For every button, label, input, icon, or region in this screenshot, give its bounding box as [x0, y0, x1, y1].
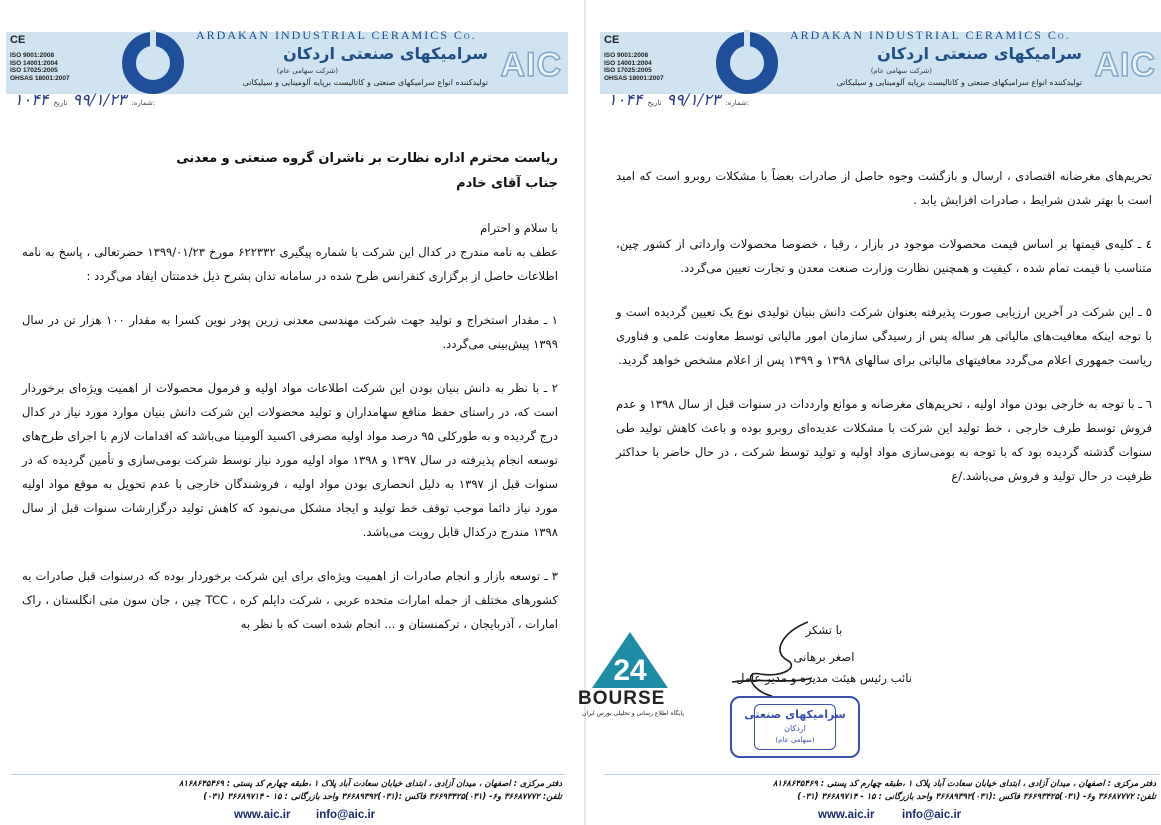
item-6: ٦ ـ با توجه به خارجی بودن مواد اولیه ، تحریم‌های مغرضانه و موانع وارددات در سنوات قبل از سال ۱۳۹۸ و عدم فروش توسط طرف خارجی ، خط تولید این شرکت با مشکلات عدیده‌ای روبرو بوده و باعث کاهش تولید طی سنوات گذشته گردیده بود که با توجه به بومی‌سازی مواد اولیه و تولید توسط شرکت ، در حال حاضر با حداکثر ظرفیت در حال تولید و فروش می‌باشد./ع: [616, 397, 1152, 483]
email-link[interactable]: info@aic.ir: [902, 809, 962, 821]
address-line: دفتر مرکزی : اصفهان ، میدان آزادی ، ابتدای خیابان سعادت آباد پلاک ۱ ،طبقه چهارم کد پستی : ۸۱۶۸۶۴۵۴۶۹: [178, 778, 562, 788]
company-name-en: ARDAKAN INDUSTRIAL CERAMICS Co.: [790, 28, 1071, 42]
stamp-line-2: اردکان: [784, 724, 806, 733]
company-type: (شرکت سهامی عام): [276, 67, 338, 75]
company-name-fa: سرامیکهای صنعتی اردکان: [283, 44, 488, 63]
company-type: (شرکت سهامی عام): [870, 67, 932, 75]
footer-address: [70, 777, 562, 803]
cert-item: OHSAS 18001:2007: [10, 74, 70, 82]
bourse-name: BOURSE: [578, 688, 666, 709]
company-stamp: [730, 696, 860, 758]
email-link[interactable]: info@aic.ir: [316, 809, 376, 821]
cert-item: ISO 17025:2005: [10, 67, 58, 75]
date-label: تاریخ:: [647, 99, 750, 107]
letter-number: ۱۰۴۴: [14, 90, 49, 109]
company-logo-icon: [714, 30, 780, 96]
brand-logo: AIC: [500, 46, 562, 84]
greeting: با سلام و احترام: [480, 221, 558, 235]
cert-item: ISO 14001:2004: [10, 59, 58, 67]
letter-page-1: [0, 0, 568, 825]
letter-date: ۹۹/۱/۲۳: [72, 90, 127, 109]
company-logo-icon: [120, 30, 186, 96]
stamp-line-3: (سهامی عام): [775, 736, 815, 744]
item-3: ۳ ـ توسعه بازار و انجام صادرات از اهمیت ویژه‌ای برای این شرکت برخوردار بوده که درسنوات قبل صادرات به کشورهای مختلف از جمله امارات متحده عربی ، شرکت دایلم کره ، TCC چین ، جان سون متی انگلستان ، راک امارات ، آذربایجان ، ترکمنستان و ... انجام شده است که با نظر به: [22, 569, 558, 631]
letterhead: [6, 28, 568, 94]
date-label: تاریخ:: [53, 99, 156, 107]
website-link[interactable]: www.aic.ir: [818, 809, 875, 821]
letter-body-1: [22, 146, 558, 636]
footer-address: [664, 777, 1156, 803]
cert-item: ISO 9001:2008: [10, 52, 55, 59]
item-5: ٥ ـ این شرکت در آخرین ارزیابی صورت پذیرفته بعنوان شرکت دانش بنیان تولیدی نوع یک تعیین گردیده است و با توجه اینکه معافیت‌های مالیاتی هر ساله پس از رسیدگی سازمان امور مالیاتی توسط معاونت علمی و فناوری ریاست جمهوری اعلام می‌گردد معافیتهای مالیاتی برای سالهای ۱۳۹۸ و ۱۳۹۹ پس از اعلام مشخص خواهد گردید.: [616, 305, 1152, 367]
cert-item: ISO 14001:2004: [604, 59, 652, 67]
continuation-paragraph: تحریم‌های مغرضانه اقتصادی ، ارسال و بازگشت وجوه حاصل از صادرات بعضاً با مشکلات روبرو است که امید است با بهتر شدن شرایط ، صادرات افزایش یابد .: [616, 169, 1152, 207]
signer-title: نائب رئیس هیئت مدیره و مدیر عامل: [735, 671, 913, 685]
certifications: [10, 34, 78, 82]
intro-paragraph: عطف به نامه مندرج در کدال این شرکت با شماره پیگیری ۶۲۲۳۳۲ مورخ ۱۳۹۹/۰۱/۲۳ حضرتعالی ، پاسخ به نامه اطلاعات حاصل از برگزاری کنفرانس طرح شده در سامانه تدان بشرح ذیل خدمتتان ایفاد می‌گردد :: [22, 245, 559, 283]
ce-mark: CE: [10, 34, 26, 46]
letter-number: ۱۰۴۴: [608, 90, 643, 109]
footer: [604, 774, 1160, 825]
recipient-line: ریاست محترم اداره نظارت بر ناشران گروه صنعتی و معدنی: [176, 151, 558, 166]
item-1: ۱ ـ مقدار استخراج و تولید جهت شرکت مهندسی معدنی زرین پودر نوین کسرا به مقدار ۱۰۰ هزار تن در سال ۱۳۹۹ پیش‌بینی می‌گردد.: [22, 313, 559, 351]
ce-mark: CE: [604, 34, 620, 46]
number-label: شماره:: [725, 99, 747, 107]
cert-item: OHSAS 18001:2007: [604, 74, 664, 82]
company-description: تولیدکننده انواع سرامیکهای صنعتی و کاتالیست برپایه آلومینایی و سیلیکاتی: [242, 78, 488, 87]
address-line: دفتر مرکزی : اصفهان ، میدان آزادی ، ابتدای خیابان سعادت آباد پلاک ۱ ،طبقه چهارم کد پستی : ۸۱۶۸۶۴۵۴۶۹: [772, 778, 1156, 788]
company-name-fa: سرامیکهای صنعتی اردکان: [877, 44, 1082, 63]
number-label: شماره:: [131, 99, 153, 107]
date-number-line: [14, 90, 155, 109]
letter-date: ۹۹/۱/۲۳: [666, 90, 721, 109]
bourse24-logo-icon: [572, 630, 690, 690]
item-2: ۲ ـ با نظر به دانش بنیان بودن این شرکت اطلاعات مواد اولیه و فرمول محصولات از اهمیت ویژه‌ای برخوردار است که، در راستای حفظ منافع سهامداران و تولید محصولات این شرکت دانش بنیان موارد مورد نیاز در کدال درج گردیده و به طورکلی ۹۵ درصد مواد اولیه مصرفی اکسید آلومینا می‌باشد که اقدامات لازم با اجرای طرح‌های توسعه انجام پذیرفته در سال ۱۳۹۷ و ۱۳۹۸ مواد اولیه مورد نیاز توسط شرکت بومی‌سازی و تأمین گردیده که در سنوات قبل از ۱۳۹۷ به دلیل انحصاری بودن مواد اولیه ، فروشندگان خارجی با عدم تحویل به موقع مواد اولیه مورد نیاز دائما موجب توقف خط تولید و ایجاد مشکل می‌نمود که کاهش تولید درگزارشات سنوات قبل از سال ۱۳۹۸ مندرج درکدال قابل رویت می‌باشد.: [22, 381, 558, 539]
brand-logo: AIC: [1094, 46, 1156, 84]
website-link[interactable]: www.aic.ir: [234, 809, 291, 821]
bourse-number: 24: [613, 654, 647, 687]
phone-line: تلفن: ۳۶۶۸۷۷۷۲ و۶- (۰۳۱)۳۶۶۹۳۴۲۵ فاکس :(۰۳۱)۳۶۶۸۹۳۹۲ واحد بازرگانی : ۱۵ - ۳۶۶۸۹۷۱۴ (۰۳۱): [203, 791, 562, 801]
closing: با تشکر: [805, 623, 843, 637]
letterhead: [600, 28, 1161, 94]
certifications: [604, 34, 672, 82]
phone-line: تلفن: ۳۶۶۸۷۷۷۲ و۶- (۰۳۱)۳۶۶۹۳۴۲۵ فاکس :(۰۳۱)۳۶۶۸۹۳۹۲ واحد بازرگانی : ۱۵ - ۳۶۶۸۹۷۱۴ (۰۳۱): [797, 791, 1156, 801]
item-4: ٤ ـ کلیه‌ی قیمتها بر اساس قیمت محصولات موجود در بازار ، رقبا ، خصوصا محصولات وارداتی از کشور چین، متناسب با قیمت تمام شده ، کیفیت و همچنین نظارت وزارت صنعت معدن و تجارت تعیین می‌گردد.: [616, 237, 1152, 275]
bourse-tagline: پایگاه اطلاع رسانی و تحلیلی بورس ایران: [582, 710, 684, 717]
footer: [10, 774, 566, 825]
cert-item: ISO 9001:2008: [604, 52, 649, 59]
signature-icon: [712, 612, 822, 702]
date-number-line: [608, 90, 749, 109]
bourse24-watermark: [572, 630, 690, 725]
cert-item: ISO 17025:2005: [604, 67, 652, 75]
signer-name: اصغر برهانی: [793, 650, 855, 664]
recipient-name: جناب آقای خادم: [456, 176, 558, 191]
stamp-line-1: سرامیکهای صنعتی: [744, 708, 846, 721]
company-name-en: ARDAKAN INDUSTRIAL CERAMICS Co.: [196, 28, 477, 42]
company-description: تولیدکننده انواع سرامیکهای صنعتی و کاتالیست برپایه آلومینایی و سیلیکاتی: [836, 78, 1082, 87]
letter-body-2: [616, 164, 1152, 488]
